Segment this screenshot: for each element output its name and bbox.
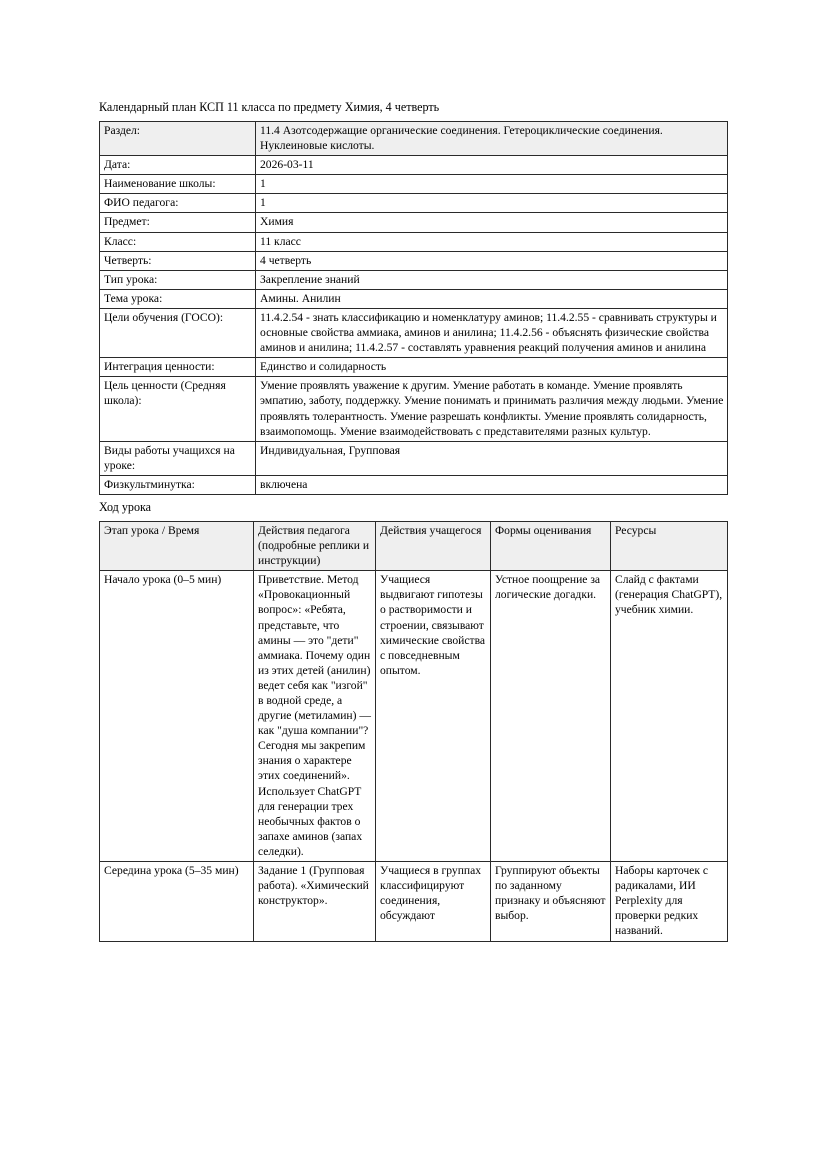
column-header-stage: Этап урока / Время <box>100 521 254 570</box>
table-row <box>100 213 728 232</box>
info-value: Умение проявлять уважение к другим. Умение работать в команде. Умение проявлять эмпатию, заботу, поддержку. Умение понимать и принимать различия между людьми. Умение проявлять толерантность. Умение разрешать конфликты. Умение проявлять солидарность, взаимопомощь. Умение взаимодействовать с представителями разных культур. <box>256 377 728 441</box>
page-title: Календарный план КСП 11 класса по предмету Химия, 4 четверть <box>99 100 440 114</box>
lesson-flow-heading: Ход урока <box>99 499 152 514</box>
info-label: Четверть: <box>100 251 256 270</box>
info-value: включена <box>256 475 728 494</box>
column-header-assessment: Формы оценивания <box>491 521 611 570</box>
info-label: Тема урока: <box>100 289 256 308</box>
table-row <box>100 232 728 251</box>
table-row <box>100 358 728 377</box>
lesson-flow-body <box>100 521 728 941</box>
lesson-flow-table <box>99 521 728 942</box>
table-row <box>100 156 728 175</box>
info-value: 11.4 Азотсодержащие органические соединения. Гетероциклические соединения. Нуклеиновые кислоты. <box>256 122 728 156</box>
table-row <box>100 475 728 494</box>
cell-student-actions: Учащиеся в группах классифицируют соединения, обсуждают <box>376 862 491 941</box>
info-label: Физкультминутка: <box>100 475 256 494</box>
lesson-info-table <box>99 121 728 495</box>
table-row <box>100 308 728 357</box>
info-value: 1 <box>256 175 728 194</box>
info-value: Химия <box>256 213 728 232</box>
info-label: Предмет: <box>100 213 256 232</box>
table-row <box>100 194 728 213</box>
info-label: Интеграция ценности: <box>100 358 256 377</box>
cell-stage: Середина урока (5–35 мин) <box>100 862 254 941</box>
column-header-student-actions: Действия учащегося <box>376 521 491 570</box>
info-value: Единство и солидарность <box>256 358 728 377</box>
info-label: Тип урока: <box>100 270 256 289</box>
info-value: Индивидуальная, Групповая <box>256 441 728 475</box>
cell-resources: Слайд с фактами (генерация ChatGPT), учебник химии. <box>611 571 728 862</box>
cell-teacher-actions: Приветствие. Метод «Провокационный вопрос»: «Ребята, представьте, что амины — это "дети" аммиака. Почему один из этих детей (анилин) ведет себя как "изгой" в водной среде, а другие (метиламин) — как "душа компании"? Сегодня мы закрепим знания о характере этих соединений». Использует ChatGPT для генерации трех необычных фактов о запахе аминов (запах селедки). <box>254 571 376 862</box>
table-row <box>100 441 728 475</box>
cell-stage: Начало урока (0–5 мин) <box>100 571 254 862</box>
info-value: 1 <box>256 194 728 213</box>
info-value: Амины. Анилин <box>256 289 728 308</box>
table-header-row <box>100 521 728 570</box>
table-row <box>100 289 728 308</box>
table-row <box>100 122 728 156</box>
info-label: ФИО педагога: <box>100 194 256 213</box>
info-label: Класс: <box>100 232 256 251</box>
cell-assessment: Группируют объекты по заданному признаку и объясняют выбор. <box>491 862 611 941</box>
cell-student-actions: Учащиеся выдвигают гипотезы о растворимости и строении, связывают химические свойства с повседневным опытом. <box>376 571 491 862</box>
table-row <box>100 270 728 289</box>
info-label: Цели обучения (ГОСО): <box>100 308 256 357</box>
info-value: 4 четверть <box>256 251 728 270</box>
cell-assessment: Устное поощрение за логические догадки. <box>491 571 611 862</box>
column-header-teacher-actions: Действия педагога (подробные реплики и инструкции) <box>254 521 376 570</box>
lesson-info-body <box>100 122 728 495</box>
info-label: Цель ценности (Средняя школа): <box>100 377 256 441</box>
column-header-resources: Ресурсы <box>611 521 728 570</box>
cell-teacher-actions: Задание 1 (Групповая работа). «Химический конструктор». <box>254 862 376 941</box>
table-row <box>100 377 728 441</box>
info-value: 11.4.2.54 - знать классификацию и номенклатуру аминов; 11.4.2.55 - сравнивать структуры и основные свойства аммиака, аминов и анилина; 11.4.2.56 - объяснять физические свойства аминов и анилина; 11.4.2.57 - составлять уравнения реакций получения аминов и анилина <box>256 308 728 357</box>
table-row <box>100 175 728 194</box>
info-value: 2026-03-11 <box>256 156 728 175</box>
info-value: Закрепление знаний <box>256 270 728 289</box>
info-label: Раздел: <box>100 122 256 156</box>
table-row <box>100 251 728 270</box>
cell-resources: Наборы карточек с радикалами, ИИ Perplexity для проверки редких названий. <box>611 862 728 941</box>
info-label: Наименование школы: <box>100 175 256 194</box>
page-content <box>99 99 727 942</box>
info-label: Дата: <box>100 156 256 175</box>
table-row <box>100 571 728 862</box>
info-value: 11 класс <box>256 232 728 251</box>
table-row <box>100 862 728 941</box>
info-label: Виды работы учащихся на уроке: <box>100 441 256 475</box>
